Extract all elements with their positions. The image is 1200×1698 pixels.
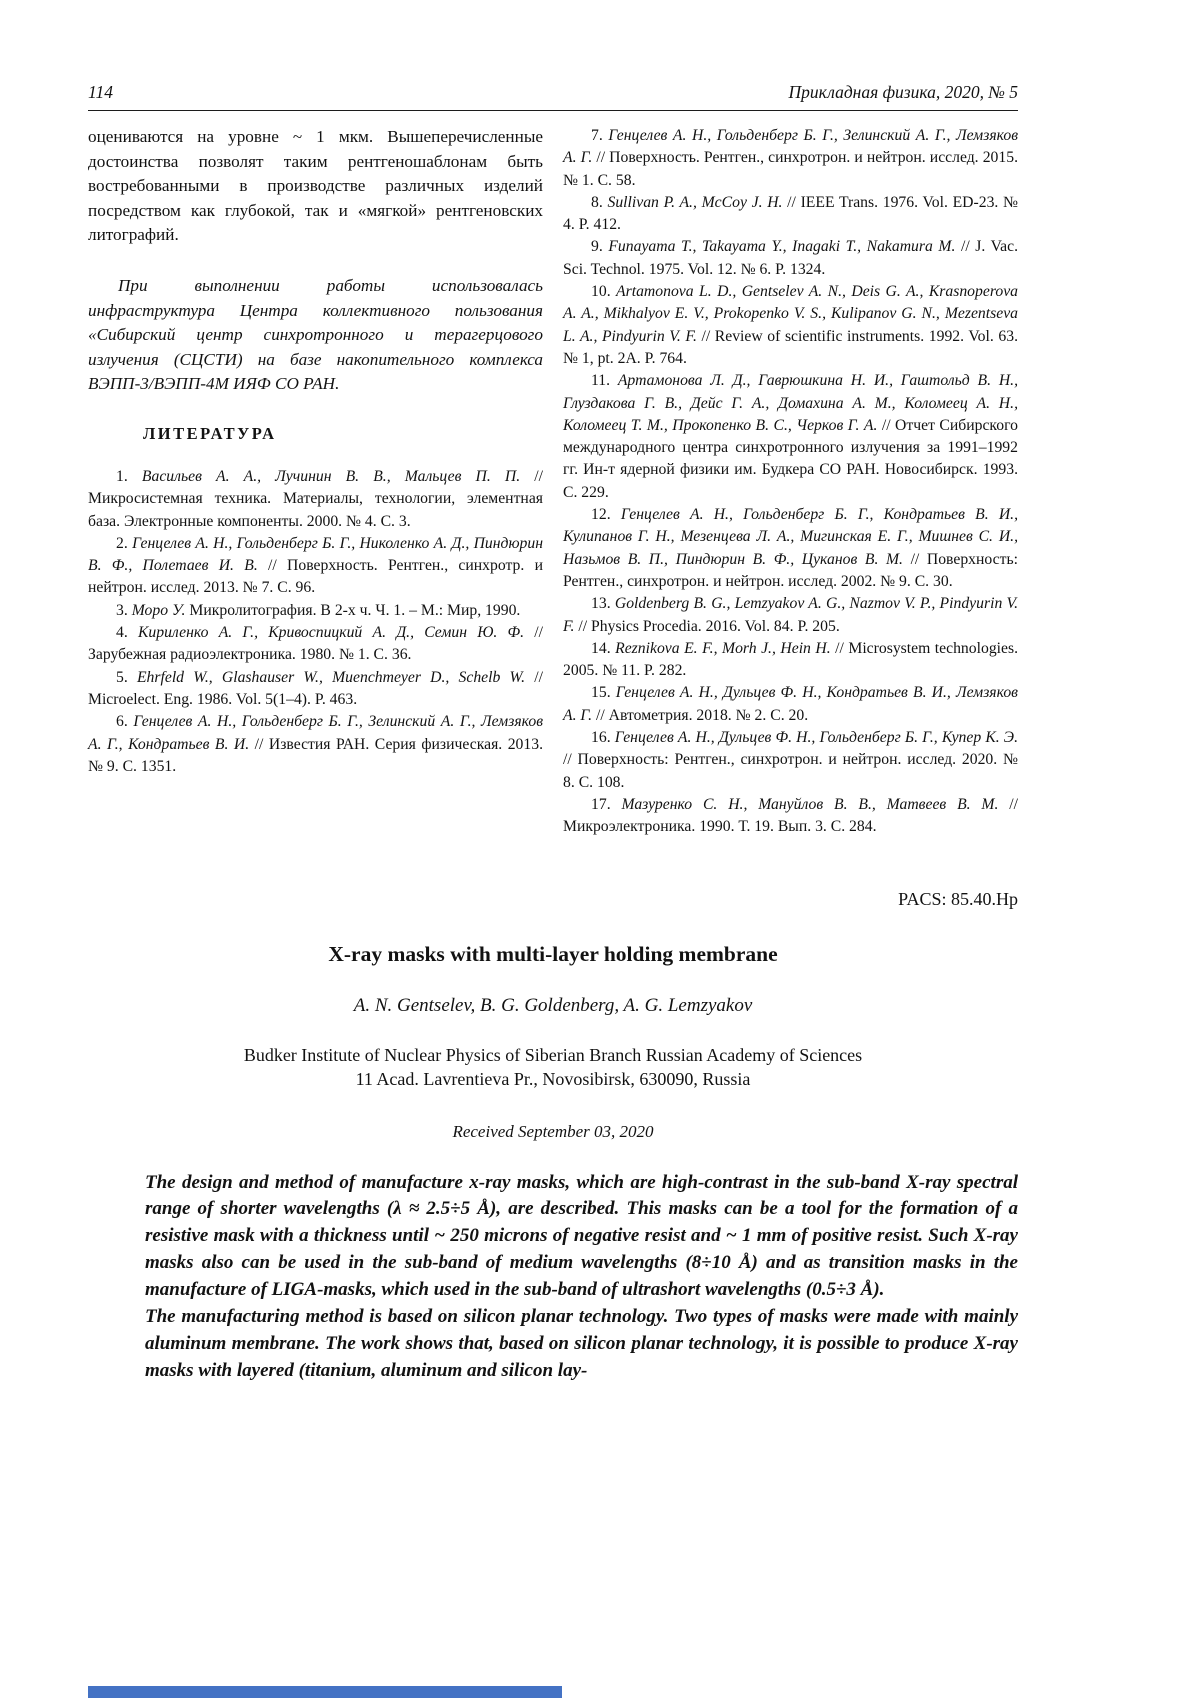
reference-authors: Sullivan P. A., McCoy J. H.	[607, 193, 783, 211]
references-heading: ЛИТЕРАТУРА	[143, 423, 277, 443]
reference-number: 9.	[591, 238, 603, 256]
reference-authors: Генцелев А. Н., Гольденберг Б. Г., Кондратьев В. И., Кулипанов Г. Н., Мезенцева Л. А., Мигинская Е. Г., Мишнев С. И., Назьмов В. П., Пиндюрин В. Ф., Цуканов В. М.	[563, 506, 1019, 568]
reference-authors: Генцелев А. Н., Дульцев Ф. Н., Гольденберг Б. Г., Купер К. Э.	[614, 729, 1019, 747]
pacs-line	[88, 889, 1018, 910]
pacs-label: PACS:	[898, 888, 947, 909]
reference-authors: Reznikova E. F., Morh J., Hein H.	[615, 639, 831, 657]
reference-item	[563, 682, 1018, 727]
reference-item	[563, 125, 1018, 192]
reference-number: 5.	[116, 668, 128, 686]
reference-authors: Мазуренко С. Н., Мануйлов В. В., Матвеев В. М.	[621, 795, 999, 813]
reference-authors: Генцелев А. Н., Гольденберг Б. Г., Зелинский А. Г., Лемзяков А. Г., Кондратьев В. И.	[88, 713, 544, 753]
left-column	[88, 125, 543, 839]
reference-item	[563, 593, 1018, 638]
reference-authors: Васильев А. А., Лучинин В. В., Мальцев П. П.	[141, 467, 521, 485]
reference-number: 16.	[591, 729, 611, 747]
reference-authors: Генцелев А. Н., Гольденберг Б. Г., Николенко А. Д., Пиндюрин В. Ф., Полетаев И. В.	[88, 534, 543, 575]
reference-number: 14.	[591, 639, 611, 657]
reference-authors: Генцелев А. Н., Дульцев Ф. Н., Кондратьев В. И., Лемзяков А. Г.	[563, 684, 1018, 724]
affiliation-line-1: Budker Institute of Nuclear Physics of Siberian Branch Russian Academy of Sciences	[243, 1044, 863, 1065]
reference-item	[563, 638, 1018, 683]
reference-number: 17.	[591, 795, 611, 813]
reference-item	[563, 281, 1018, 370]
reference-number: 4.	[116, 624, 128, 642]
reference-item	[563, 192, 1018, 237]
reference-item	[88, 600, 543, 622]
reference-item	[88, 667, 543, 712]
page-number: 114	[88, 82, 113, 102]
reference-text: // Microelect. Eng. 1986. Vol. 5(1–4). P. 463.	[88, 668, 543, 708]
reference-item	[563, 370, 1018, 504]
reference-number: 13.	[591, 595, 611, 613]
reference-text: // IEEE Trans. 1976. Vol. ED-23. № 4. P. 412.	[563, 193, 1018, 234]
reference-number: 6.	[116, 713, 128, 731]
reference-item	[563, 236, 1018, 281]
reference-authors: Генцелев А. Н., Гольденберг Б. Г., Зелинский А. Г., Лемзяков А. Г.	[563, 127, 1019, 167]
received-date: Received September 03, 2020	[452, 1121, 654, 1141]
reference-number: 2.	[116, 534, 128, 552]
reference-item	[563, 794, 1018, 839]
reference-number: 15.	[591, 684, 611, 702]
reference-text: // Поверхность. Рентген., синхротр. и нейтрон. исслед. 2013. № 7. С. 96.	[88, 557, 543, 597]
journal-title: Прикладная физика, 2020, № 5	[788, 82, 1018, 102]
reference-authors: Моро У.	[131, 601, 186, 619]
reference-number: 11.	[591, 372, 611, 390]
reference-item	[88, 711, 543, 778]
reference-item	[88, 466, 543, 533]
paper-page	[88, 82, 1018, 1385]
pacs-value: 85.40.Hp	[951, 888, 1018, 909]
reference-text: // Микроэлектроника. 1990. Т. 19. Вып. 3. С. 284.	[563, 795, 1019, 836]
article-authors: A. N. Gentselev, B. G. Goldenberg, A. G. Lemzyakov	[353, 994, 753, 1016]
reference-number: 10.	[591, 283, 611, 301]
article-header-section	[88, 889, 1018, 1386]
reference-text: // Микросистемная техника. Материалы, технологии, элементная база. Электронные компоненты. 2000. № 4. С. 3.	[88, 467, 544, 530]
affiliation-line-2: 11 Acad. Lavrentieva Pr., Novosibirsk, 630090, Russia	[355, 1068, 751, 1089]
reference-text: // Поверхность. Рентген., синхротрон. и нейтрон. исслед. 2015. № 1. С. 58.	[563, 149, 1018, 189]
reference-authors: Goldenberg B. G., Lemzyakov A. G., Nazmov V. P., Pindyurin V. F.	[563, 595, 1019, 635]
reference-authors: Artamonova L. D., Gentselev A. N., Deis G. A., Krasnoperova A. A., Mikhalyov E. V., Prokopenko V. S., Kulipanov G. N., Mezentseva L. A., Pindyurin V. F.	[563, 283, 1018, 345]
abstract-paragraph-2: The manufacturing method is based on silicon planar technology. Two types of masks were made with mainly aluminum membrane. The work shows that, based on silicon planar technology, it is possible to produce X-ray masks with layered (titanium, aluminum and silicon lay-	[145, 1306, 1018, 1382]
reference-item	[563, 504, 1018, 593]
reference-authors: Артамонова Л. Д., Гаврюшкина Н. И., Гаштольд В. Н., Глуздакова Г. В., Дейс Г. А., Домахина А. М., Коломеец А. Н., Коломеец Т. М., Прокопенко В. С., Черков Г. А.	[563, 372, 1019, 434]
reference-authors: Funayama T., Takayama Y., Inagaki T., Nakamura M.	[608, 238, 956, 256]
right-column	[563, 125, 1018, 839]
page-bottom-cutoff-highlight	[88, 1686, 562, 1698]
reference-authors: Ehrfeld W., Glashauser W., Muenchmeyer D., Schelb W.	[136, 668, 526, 686]
reference-text: // Review of scientific instruments. 1992. Vol. 63. № 1, pt. 2A. P. 764.	[563, 327, 1018, 367]
abstract-paragraph-1: The design and method of manufacture x-ray masks, which are high-contrast in the sub-band X-ray spectral range of shorter wavelengths (λ ≈ 2.5÷5 Å), are described. This masks can be a tool for the formation of a resistive mask with a thickness until ~ 250 microns of negative resist and ~ 1 mm of positive resist. Such X-ray masks also can be used in the sub-band of medium wavelengths (8÷10 Å) and as transition masks in the manufacture of LIGA-masks, which used in the sub-band of ultrashort wavelengths (0.5÷3 Å).	[145, 1171, 1018, 1301]
reference-text: // Поверхность: Рентген., синхротрон. и нейтрон. исслед. 2020. № 8. С. 108.	[563, 751, 1018, 791]
reference-text: // Зарубежная радиоэлектроника. 1980. № 1. С. 36.	[88, 624, 544, 664]
reference-text: // J. Vac. Sci. Technol. 1975. Vol. 12. № 6. P. 1324.	[563, 238, 1019, 278]
body-paragraph: оцениваются на уровне ~ 1 мкм. Вышеперечисленные достоинства позволят таким рентгеношаблонам быть востребованными в производстве различных изделий посредством как глубокой, так и «мягкой» рентгеновских литографий.	[88, 127, 543, 245]
reference-number: 3.	[116, 601, 128, 619]
reference-item	[88, 622, 543, 667]
running-header	[88, 82, 1018, 111]
reference-number: 8.	[591, 193, 603, 211]
reference-number: 1.	[116, 467, 128, 485]
reference-item	[88, 533, 543, 600]
reference-item	[563, 727, 1018, 794]
abstract	[145, 1170, 1018, 1386]
reference-number: 7.	[591, 127, 603, 144]
article-title: X-ray masks with multi-layer holding membrane	[328, 941, 778, 966]
reference-text: Микролитография. В 2-х ч. Ч. 1. – М.: Мир, 1990.	[185, 601, 521, 619]
two-column-body	[88, 125, 1018, 839]
reference-text: // Автометрия. 2018. № 2. С. 20.	[592, 706, 809, 724]
reference-text: // Physics Procedia. 2016. Vol. 84. P. 205.	[574, 617, 840, 635]
acknowledgment-paragraph: При выполнении работы использовалась инфраструктура Центра коллективного пользования «Сибирский центр синхротронного и терагерцового излучения (СЦСТИ) на базе накопительного комплекса ВЭПП-3/ВЭПП-4М ИЯФ СО РАН.	[88, 275, 543, 394]
reference-text: // Известия РАН. Серия физическая. 2013. № 9. С. 1351.	[88, 735, 543, 775]
reference-text: // Отчет Сибирского международного центра синхротронного излучения за 1991–1992 гг. Ин-т ядерной физики им. Будкера СО РАН. Новосибирск. 1993. С. 229.	[563, 416, 1018, 501]
reference-number: 12.	[591, 506, 611, 524]
reference-text: // Поверхность: Рентген., синхротрон. и нейтрон. исслед. 2002. № 9. С. 30.	[563, 550, 1018, 590]
reference-text: // Microsystem technologies. 2005. № 11. P. 282.	[563, 639, 1019, 680]
reference-authors: Кириленко А. Г., Кривоспицкий А. Д., Семин Ю. Ф.	[137, 624, 525, 642]
